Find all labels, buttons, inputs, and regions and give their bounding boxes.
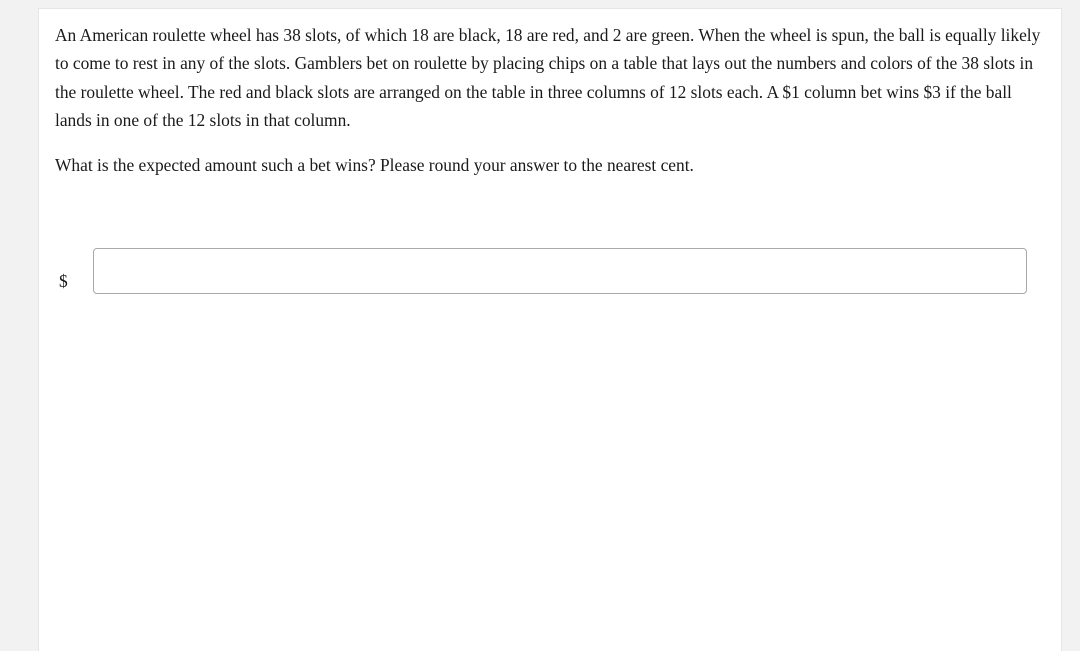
question-prompt: What is the expected amount such a bet wins? Please round your answer to the nearest cent. [55, 155, 694, 175]
question-body: An American roulette wheel has 38 slots, of which 18 are black, 18 are red, and 2 are green. When the wheel is spun, the ball is equally likely to come to rest in any of the slots. Gamblers bet on roulette by placing chips on a table that lays out the numbers and colors of the 38 slots in the roulette wheel. The red and black slots are arranged on the table in three columns of 12 slots each. A $1 column bet wins $3 if the ball lands in one of the 12 slots in that column. [55, 25, 1041, 130]
question-card [38, 8, 1062, 651]
answer-input[interactable] [93, 248, 1027, 294]
currency-symbol: $ [59, 271, 68, 291]
